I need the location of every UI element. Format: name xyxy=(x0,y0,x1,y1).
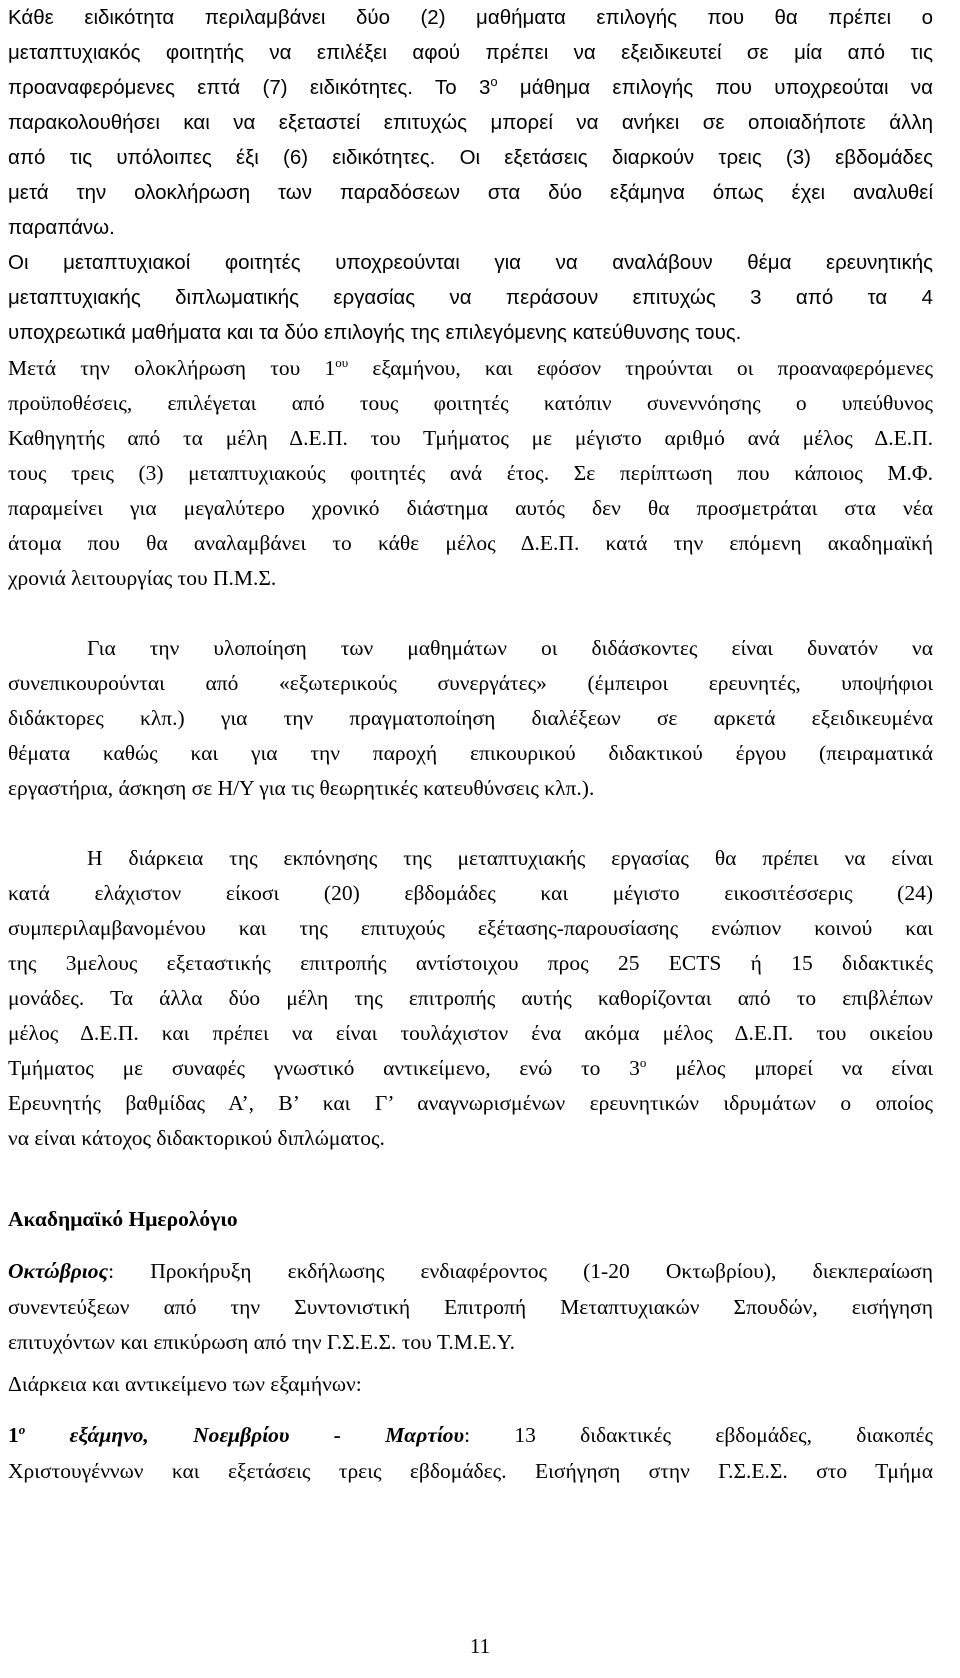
p4-line-1: Για την υλοποίηση των μαθημάτων οι διδάσκοντες είναι δυνατόν να xyxy=(87,636,933,660)
p1-line-4: παρακολουθήσει και να εξεταστεί επιτυχώς μπορεί να ανήκει σε οποιαδήποτε άλλη xyxy=(8,111,933,134)
p4-line-3: διδάκτορες κλπ.) για την πραγματοποίηση διαλέξεων σε αρκετά εξειδικευμένα xyxy=(8,706,933,730)
duration-label: Διάρκεια και αντικείμενο των εξαμήνων: xyxy=(8,1372,362,1396)
p1-line-2: μεταπτυχιακός φοιτητής να επιλέξει αφού πρέπει να εξειδικευτεί σε μία από τις xyxy=(8,41,933,64)
p1-line-5: από τις υπόλοιπες έξι (6) ειδικότητες. Οι εξετάσεις διαρκούν τρεις (3) εβδομάδες xyxy=(8,146,933,169)
october-line-2: συνεντεύξεων από την Συντονιστική Επιτροπή Μεταπτυχιακών Σπουδών, εισήγηση xyxy=(8,1295,933,1319)
p5-line-8: Ερευνητής βαθμίδας Α’, Β’ και Γ’ αναγνωρισμένων ερευνητικών ιδρυμάτων ο οποίος xyxy=(8,1091,933,1115)
p1-line-6: μετά την ολοκλήρωση των παραδόσεων στα δύο εξάμηνα όπως έχει αναλυθεί xyxy=(8,181,933,204)
p1-line-3a: προαναφερόμενες επτά (7) ειδικότητες. Το 3 xyxy=(8,76,491,99)
p5-line-9: να είναι κάτοχος διδακτορικού διπλώματος. xyxy=(8,1126,385,1150)
p4-line-4: θέματα καθώς και για την παροχή επικουρικού διδακτικού έργου (πειραματικά xyxy=(8,741,933,765)
semester1-line-2: Χριστουγέννων και εξετάσεις τρεις εβδομάδες. Εισήγηση στην Γ.Σ.Ε.Σ. στο Τμήμα xyxy=(8,1459,933,1483)
ordinal-superscript: ου xyxy=(335,354,349,370)
october-line-3: επιτυχόντων και επικύρωση από την Γ.Σ.Ε.Σ. του Τ.Μ.Ε.Υ. xyxy=(8,1330,515,1354)
p3-line-1b: εξαμήνου, και εφόσον τηρούνται οι προαναφερόμενες xyxy=(348,356,933,380)
p5-line-7a: Τμήματος με συναφές γνωστικό αντικείμενο, ενώ το 3 xyxy=(8,1056,640,1080)
page-number: 11 xyxy=(469,1634,491,1658)
october-text: : Προκήρυξη εκδήλωσης ενδιαφέροντος (1-20 Οκτωβρίου), διεκπεραίωση xyxy=(108,1259,933,1283)
p3-line-5: παραμείνει για μεγαλύτερο χρονικό διάστημα αυτός δεν θα προσμετράται στα νέα xyxy=(8,496,933,520)
p5-line-6: μέλος Δ.Ε.Π. και πρέπει να είναι τουλάχιστον ένα ακόμα μέλος Δ.Ε.Π. του οικείου xyxy=(8,1021,933,1045)
p3-line-1a: Μετά την ολοκλήρωση του 1 xyxy=(8,356,336,380)
semester1-text: : 13 διδακτικές εβδομάδες, διακοπές xyxy=(464,1423,933,1447)
p3-line-2: προϋποθέσεις, επιλέγεται από τους φοιτητές κατόπιν συνεννόησης ο υπεύθυνος xyxy=(8,391,933,415)
p5-line-7b: μέλος μπορεί να είναι xyxy=(646,1056,933,1080)
p3-line-3: Καθηγητής από τα μέλη Δ.Ε.Π. του Τμήματος με μέγιστο αριθμό ανά μέλος Δ.Ε.Π. xyxy=(8,426,933,450)
p5-line-4: της 3μελους εξεταστικής επιτροπής αντίστοιχου προς 25 ECTS ή 15 διδακτικές xyxy=(8,951,933,975)
p2-line-3: υποχρεωτικά μαθήματα και τα δύο επιλογής της επιλεγόμενης κατεύθυνσης τους. xyxy=(8,321,742,344)
p4-line-2: συνεπικουρούνται από «εξωτερικούς συνεργάτες» (έμπειροι ερευνητές, υποψήφιοι xyxy=(8,671,933,695)
p2-line-2: μεταπτυχιακής διπλωματικής εργασίας να περάσουν επιτυχώς 3 από τα 4 xyxy=(8,286,933,309)
semester1-label: εξάμηνο, Νοεμβρίου - Μαρτίου xyxy=(25,1423,465,1447)
p2-line-1: Οι μεταπτυχιακοί φοιτητές υποχρεούνται για να αναλάβουν θέμα ερευνητικής xyxy=(8,251,933,274)
p5-line-7 xyxy=(8,1053,933,1083)
p1-line-3 xyxy=(8,73,933,103)
p5-line-3: συμπεριλαμβανομένου και της επιτυχούς εξέτασης-παρουσίασης ενώπιον κοινού και xyxy=(8,916,933,940)
october-line-1 xyxy=(8,1256,933,1286)
p1-line-7: παραπάνω. xyxy=(8,216,115,239)
p5-line-5: μονάδες. Τα άλλα δύο μέλη της επιτροπής αυτής καθορίζονται από το επιβλέπων xyxy=(8,986,933,1010)
p3-line-7: χρονιά λειτουργίας του Π.Μ.Σ. xyxy=(8,566,277,590)
p4-line-5: εργαστήρια, άσκηση σε Η/Υ για τις θεωρητικές κατευθύνσεις κλπ.). xyxy=(8,776,595,800)
ordinal-superscript: ο xyxy=(490,74,498,90)
p3-line-1 xyxy=(8,353,933,383)
p1-line-3b: μάθημα επιλογής που υποχρεούται να xyxy=(497,76,933,99)
semester1-line-1 xyxy=(8,1420,933,1450)
october-label: Οκτώβριος xyxy=(8,1259,109,1283)
p1-line-1: Κάθε ειδικότητα περιλαμβάνει δύο (2) μαθήματα επιλογής που θα πρέπει ο xyxy=(8,6,933,29)
p5-line-2: κατά ελάχιστον είκοσι (20) εβδομάδες και μέγιστο εικοσιτέσσερις (24) xyxy=(8,881,933,905)
p5-line-1: Η διάρκεια της εκπόνησης της μεταπτυχιακής εργασίας θα πρέπει να είναι xyxy=(87,846,933,870)
p3-line-6: άτομα που θα αναλαμβάνει το κάθε μέλος Δ.Ε.Π. κατά την επόμενη ακαδημαϊκή xyxy=(8,531,933,555)
semester1-number: 1 xyxy=(8,1423,19,1447)
p3-line-4: τους τρεις (3) μεταπτυχιακούς φοιτητές ανά έτος. Σε περίπτωση που κάποιος Μ.Φ. xyxy=(8,461,933,485)
ordinal-superscript: ο xyxy=(639,1054,647,1070)
ordinal-superscript: ο xyxy=(18,1421,26,1437)
section-heading: Ακαδημαϊκό Ημερολόγιο xyxy=(8,1207,238,1231)
